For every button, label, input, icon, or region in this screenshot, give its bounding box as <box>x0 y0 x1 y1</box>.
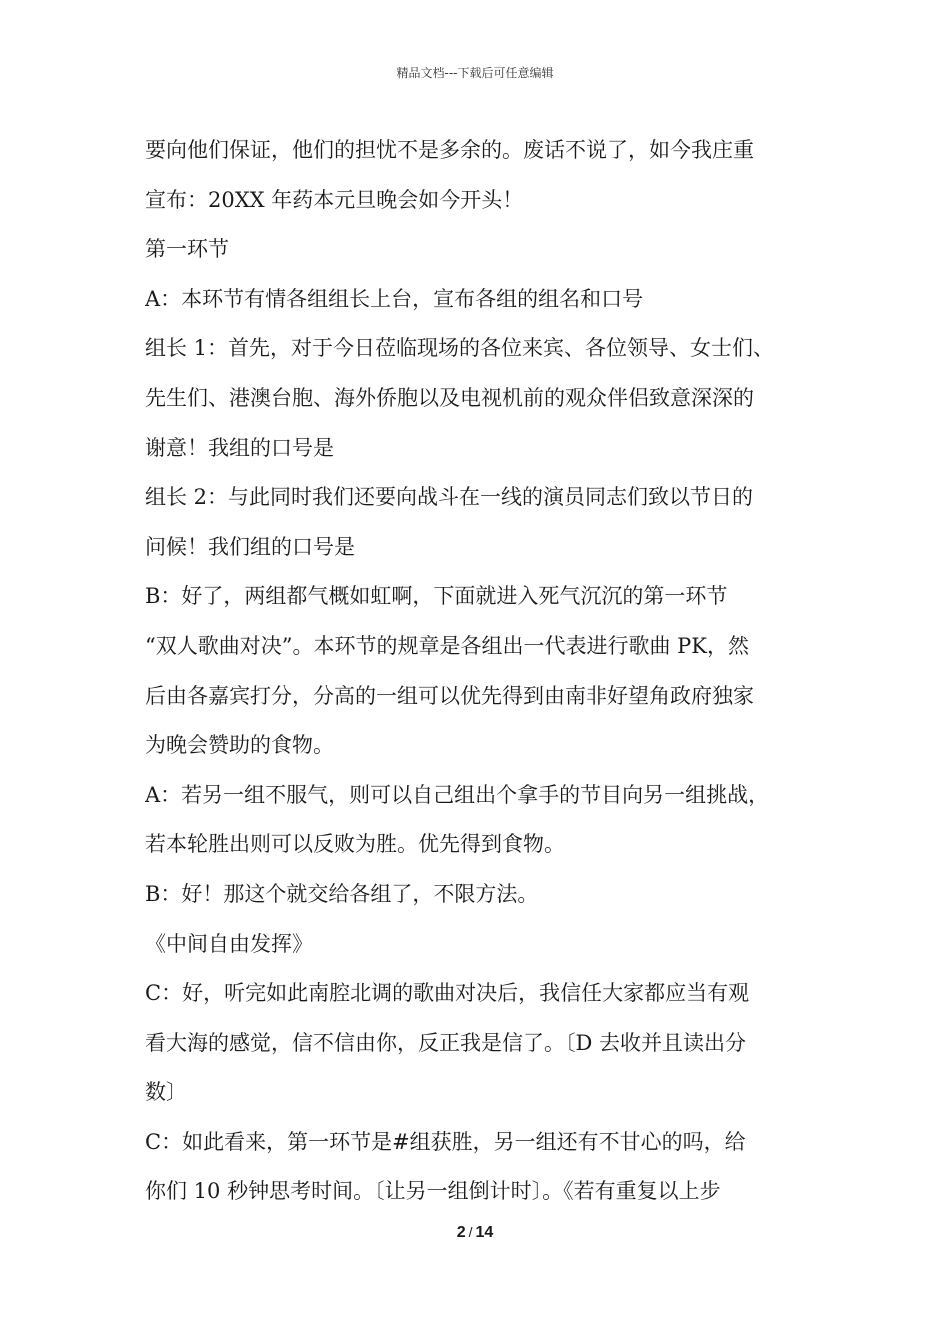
page-separator: / <box>468 1224 473 1240</box>
total-pages-number: 14 <box>475 1224 494 1241</box>
page-number <box>0 1224 950 1242</box>
text-line: 你们 10 秒钟思考时间。〔让另一组倒计时〕。《若有重复以上步 <box>145 1179 721 1204</box>
text-line: 谢意！我组的口号是 <box>145 435 334 460</box>
text-line: 后由各嘉宾打分，分高的一组可以优先得到由南非好望角政府独家 <box>145 683 754 708</box>
text-line: 问候！我们组的口号是 <box>145 534 355 559</box>
text-line: 组长 1：首先，对于今日莅临现场的各位来宾、各位领导、女士们、 <box>145 336 775 361</box>
text-line: C：如此看来，第一环节是#组获胜，另一组还有不甘心的吗，给 <box>145 1129 746 1154</box>
text-line: 宣布：20XX 年药本元旦晚会如今开头！ <box>145 187 524 212</box>
text-line: 《中间自由发挥》 <box>145 931 313 956</box>
text-line: B：好了，两组都气概如虹啊，下面就进入死气沉沉的第一环节 <box>145 584 728 609</box>
text-line: 看大海的感觉，信不信由你，反正我是信了。〔D 去收并且读出分 <box>145 1030 747 1055</box>
text-line: 要向他们保证，他们的担忧不是多余的。废话不说了，如今我庄重 <box>145 138 754 162</box>
text-line: B：好！那这个就交给各组了，不限方法。 <box>145 881 539 906</box>
document-body <box>145 126 825 1217</box>
text-line: “双人歌曲对决”。本环节的规章是各组出一代表进行歌曲 PK，然 <box>145 633 749 658</box>
text-line: 组长 2：与此同时我们还要向战斗在一线的演员同志们致以节日的 <box>145 485 754 510</box>
text-line: 第一环节 <box>145 237 229 262</box>
text-line: 先生们、港澳台胞、海外侨胞以及电视机前的观众伴侣致意深深的 <box>145 385 754 410</box>
text-line: 若本轮胜出则可以反败为胜。优先得到食物。 <box>145 832 565 857</box>
text-line: A：若另一组不服气，则可以自己组出个拿手的节目向另一组挑战， <box>145 782 770 807</box>
text-line: A：本环节有情各组组长上台，宣布各组的组名和口号 <box>145 286 644 311</box>
current-page-number: 2 <box>456 1224 466 1241</box>
page-header: 精品文档---下载后可任意编辑 <box>396 66 554 80</box>
text-line: C：好，听完如此南腔北调的歌曲对决后，我信任大家都应当有观 <box>145 981 750 1006</box>
text-line: 数〕 <box>145 1080 187 1105</box>
text-line: 为晚会赞助的食物。 <box>145 733 334 758</box>
